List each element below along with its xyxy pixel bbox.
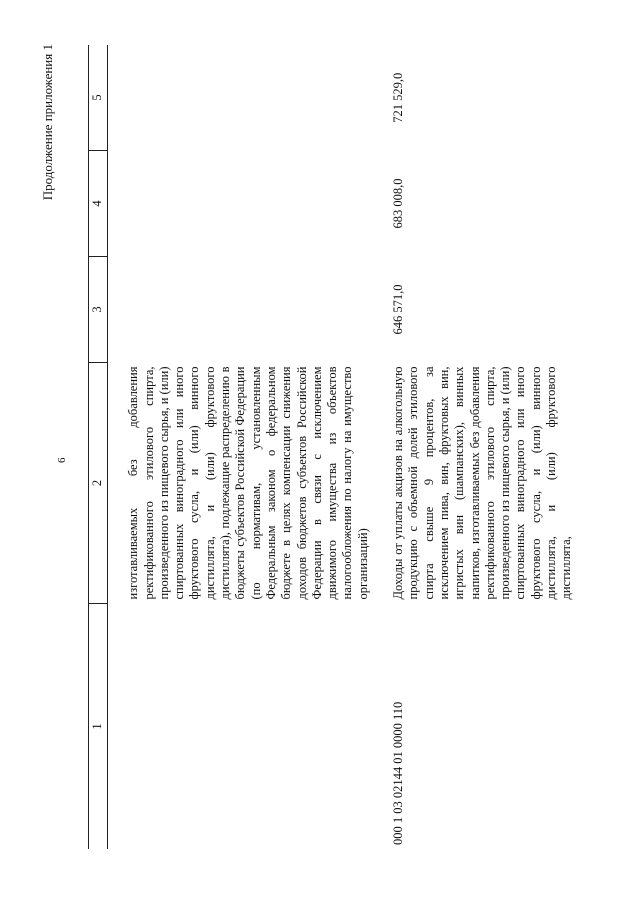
table-row [124,45,373,849]
column-header-2: 2 [89,363,108,604]
value-col-5: 721 529,0 [391,72,406,123]
continuation-caption: Продолжение приложения 1 [40,44,55,201]
page-number: 6 [56,457,68,463]
budget-table [88,45,577,849]
budget-code: 000 1 03 02144 01 0000 110 [391,701,406,845]
column-header-5: 5 [89,45,108,151]
table-row [389,45,577,849]
value-col-3 [124,257,373,363]
income-description: изготавливаемых без добавления ректификованного этилового спирта, произведенного из пищевого сырья, и (или) спиртованных виноградного или иного фруктового сусла, и (или) винного дистиллята, и (или) фруктового дистиллята), подлежащие распределению в бюджеты субъектов Российской Федерации (по нормативам, установленным Федеральным законом о федеральном бюджете в целях компенсации снижения доходов бюджетов субъектов Российской Федерации в связи с исключением движимого имущества из объектов налогообложения по налогу на имущество организаций) [126,366,370,600]
column-header-1: 1 [89,604,108,850]
column-header-4: 4 [89,151,108,257]
value-col-3: 646 571,0 [391,284,406,335]
value-col-4: 683 008,0 [391,178,406,229]
column-header-3: 3 [89,257,108,363]
income-description: Доходы от уплаты акцизов на алкогольную продукцию с объемной долей этилового спирта свыше 9 процентов, за исключением пива, вин, фруктовых вин, игристых вин (шампанских), винных напитков, изготавливаемых без добавления ректификованного этилового спирта, произведенного из пищевого сырья, и (или) спиртованных виноградного или иного фруктового сусла, и (или) винного дистиллята, и (или) фруктового дистиллята, [391,366,574,600]
column-number-row [89,45,108,849]
value-col-5 [124,45,373,151]
value-col-4 [124,151,373,257]
budget-code [124,604,373,850]
